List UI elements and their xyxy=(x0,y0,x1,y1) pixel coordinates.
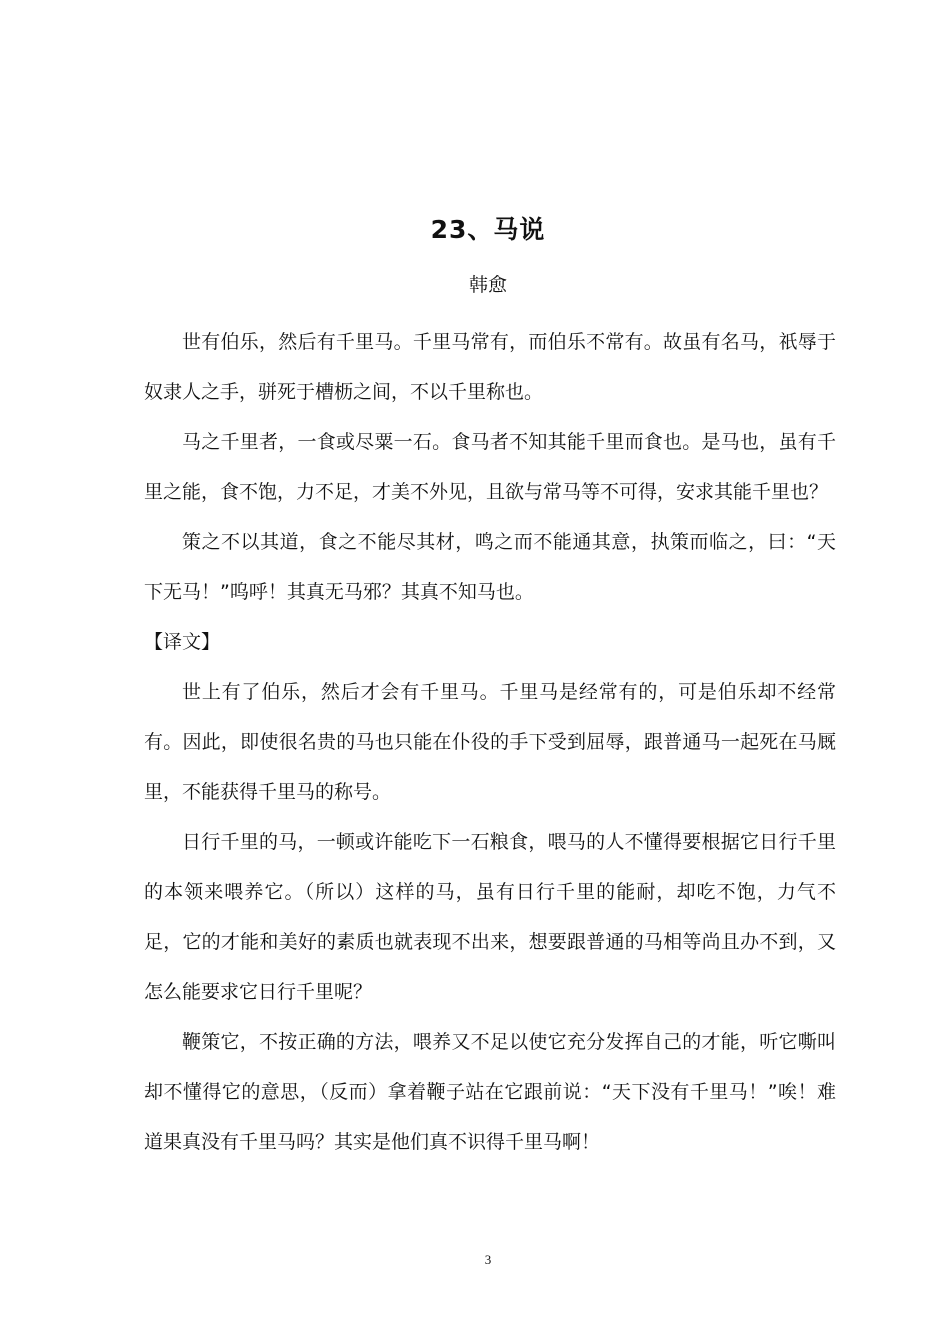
original-paragraph: 世有伯乐，然后有千里马。千里马常有，而伯乐不常有。故虽有名马，祇辱于奴隶人之手，骈死于槽枥之间，不以千里称也。 xyxy=(144,331,836,403)
original-paragraph: 马之千里者，一食或尽粟一石。食马者不知其能千里而食也。是马也，虽有千里之能，食不饱，力不足，才美不外见，且欲与常马等不可得，安求其能千里也？ xyxy=(144,431,836,503)
translation-paragraph: 世上有了伯乐，然后才会有千里马。千里马是经常有的，可是伯乐却不经常有。因此，即使很名贵的马也只能在仆役的手下受到屈辱，跟普通马一起死在马厩里，不能获得千里马的称号。 xyxy=(144,681,836,803)
author-name: 韩愈 xyxy=(468,274,507,296)
original-paragraph: 策之不以其道，食之不能尽其材，鸣之而不能通其意，执策而临之，曰：“天下无马！”呜呼！其真无马邪？其真不知马也。 xyxy=(144,531,836,603)
translation-paragraph: 日行千里的马，一顿或许能吃下一石粮食，喂马的人不懂得要根据它日行千里的本领来喂养它。（所以）这样的马，虽有日行千里的能耐，却吃不饱，力气不足，它的才能和美好的素质也就表现不出来，想要跟普通的马相等尚且办不到，又怎么能要求它日行千里呢？ xyxy=(144,831,836,1003)
page-number: 3 xyxy=(484,1252,492,1267)
translation-paragraph: 鞭策它，不按正确的方法，喂养又不足以使它充分发挥自己的才能，听它嘶叫却不懂得它的意思，（反而）拿着鞭子站在它跟前说：“天下没有千里马！”唉！难道果真没有千里马吗？其实是他们真不识得千里马啊！ xyxy=(144,1031,836,1153)
translation-heading: 【译文】 xyxy=(144,631,221,653)
document-body xyxy=(144,317,836,1167)
document-title: 23、马说 xyxy=(430,215,546,244)
